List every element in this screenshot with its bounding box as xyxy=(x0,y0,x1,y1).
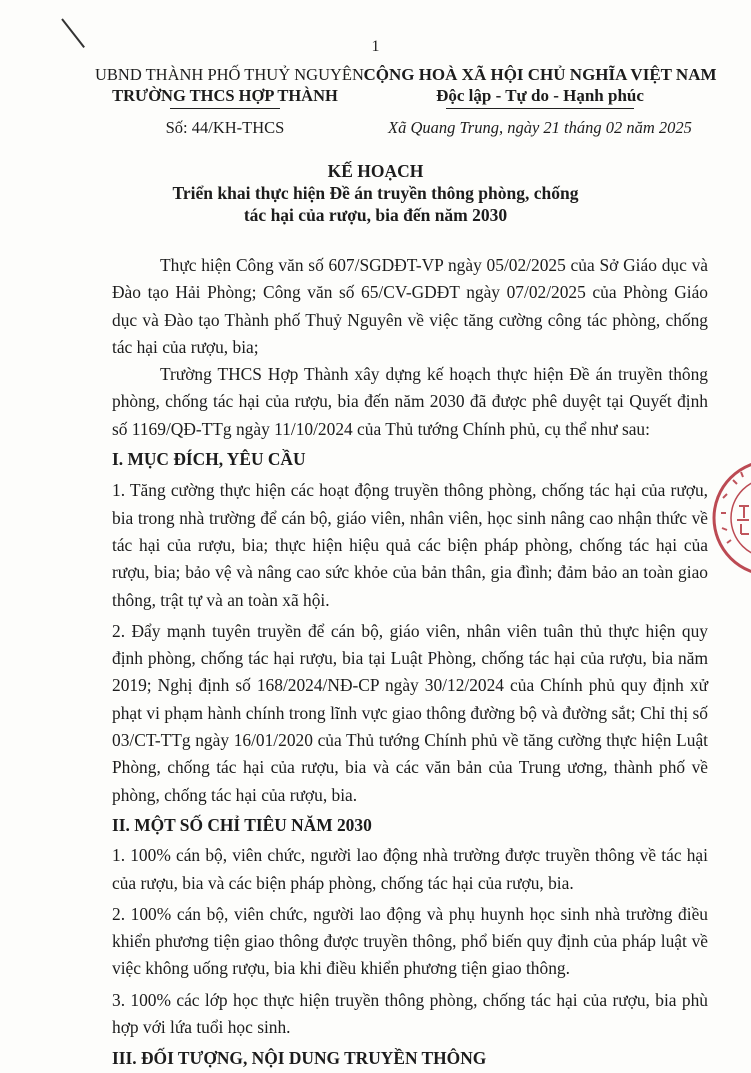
place-date: Xã Quang Trung, ngày 21 tháng 02 năm 2025 xyxy=(388,118,692,137)
list-item: 3. 100% các lớp học thực hiện truyền thông phòng, chống tác hại của rượu, bia phù hợp với lứa tuổi học sinh. xyxy=(112,989,708,1038)
authority-name: UBND THÀNH PHỐ THUỶ NGUYÊN xyxy=(95,65,364,84)
national-header-block xyxy=(340,64,740,109)
list-item: 2. Đẩy mạnh tuyên truyền để cán bộ, giáo viên, nhân viên tuân thủ thực hiện quy định phòng, chống tác hại rượu, bia tại Luật Phòng, chống tác hại của rượu, bia năm 2019; Nghị định số 168/2024/NĐ-CP ngày 30/12/2024 của Chính phủ quy định xử phạt vi phạm hành chính trong lĩnh vực giao thông đường bộ và đường sắt; Chỉ thị số 03/CT-TTg ngày 16/01/2020 của Thủ tướng Chính phủ về tăng cường thực hiện Luật Phòng, chống tác hại của rượu, bia và các văn bản của Trung ương, thành phố về phòng, chống tác hại của rượu, bia. xyxy=(112,620,708,805)
motto: Độc lập - Tự do - Hạnh phúc xyxy=(436,86,644,105)
section-heading: I. MỤC ĐÍCH, YÊU CẦU xyxy=(112,449,306,470)
official-stamp xyxy=(711,458,751,578)
list-item: 1. Tăng cường thực hiện các hoạt động truyền thông phòng, chống tác hại của rượu, bia trong nhà trường để cán bộ, giáo viên, nhân viên, học sinh nâng cao nhận thức về tác hại của rượu, bia; thực hiện hiệu quả các biện pháp phòng, chống tác hại của rượu, bia; bảo vệ và nâng cao sức khỏe của bản thân, gia đình; đảm bảo an toàn giao thông, trật tự và an toàn xã hội. xyxy=(112,480,708,610)
document-number: Số: 44/KH-THCS xyxy=(165,118,285,137)
intro-paragraph: Thực hiện Công văn số 607/SGDĐT-VP ngày 05/02/2025 của Sở Giáo dục và Đào tạo Hải Phòng; Công văn số 65/CV-GDĐT ngày 07/02/2025 của Phòng Giáo dục và Đào tạo Thành phố Thuỷ Nguyên về việc tăng cường công tác phòng, chống tác hại của rượu, bia; xyxy=(112,255,708,357)
document-title: KẾ HOẠCH xyxy=(327,161,424,181)
document-subtitle: Triển khai thực hiện Đề án truyền thông phòng, chống tác hại của rượu, bia đến năm 2030 xyxy=(172,183,579,225)
section-heading: II. MỘT SỐ CHỈ TIÊU NĂM 2030 xyxy=(112,814,372,835)
divider xyxy=(170,108,280,109)
page-number: 1 xyxy=(371,38,380,55)
issuing-authority-block xyxy=(95,64,364,109)
intro-paragraph: Trường THCS Hợp Thành xây dựng kế hoạch thực hiện Đề án truyền thông phòng, chống tác hại của rượu, bia đến năm 2030 đã được phê duyệt tại Quyết định số 1169/QĐ-TTg ngày 11/10/2024 của Thủ tướng Chính phủ, cụ thể như sau: xyxy=(112,364,708,439)
document-body xyxy=(112,252,708,1073)
list-item: 1. 100% cán bộ, viên chức, người lao động nhà trường được truyền thông về tác hại của rượu, bia và các biện pháp phòng, chống tác hại của rượu, bia. xyxy=(112,845,708,893)
document-title-block xyxy=(0,160,751,226)
list-item: 2. 100% cán bộ, viên chức, người lao động và phụ huynh học sinh nhà trường điều khiển phương tiện giao thông được truyền thông, phổ biến quy định của pháp luật về việc không uống rượu, bia khi điều khiển phương tiện giao thông. xyxy=(112,903,708,979)
section-heading: III. ĐỐI TƯỢNG, NỘI DUNG TRUYỀN THÔNG xyxy=(112,1048,487,1069)
country-name: CỘNG HOÀ XÃ HỘI CHỦ NGHĨA VIỆT NAM xyxy=(363,65,717,84)
divider xyxy=(446,108,634,109)
school-name: TRƯỜNG THCS HỢP THÀNH xyxy=(112,86,338,105)
